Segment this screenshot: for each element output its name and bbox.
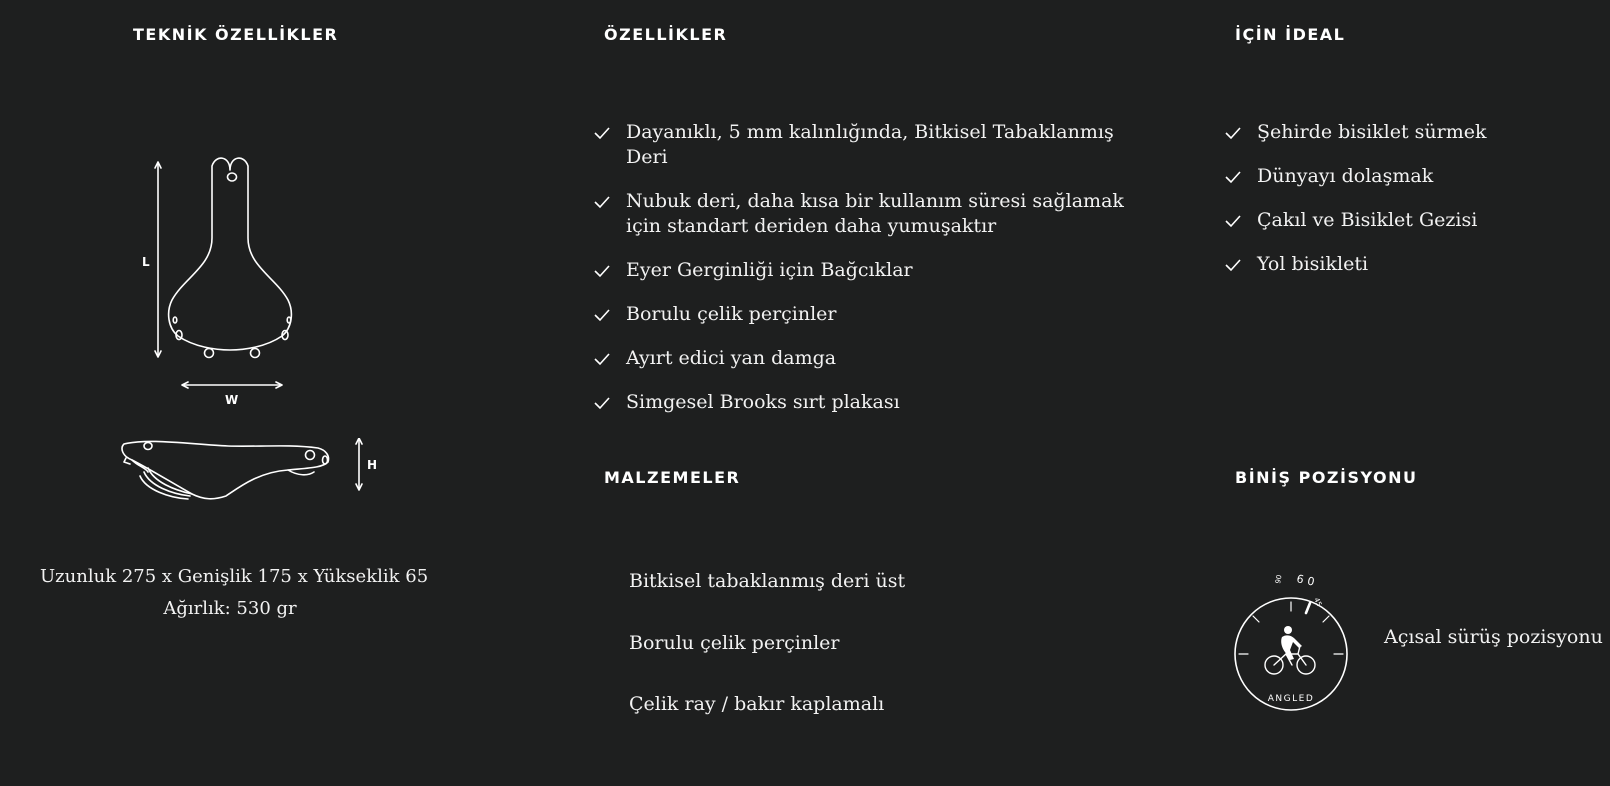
angled-riding-position-icon: [1226, 558, 1356, 714]
angled-badge-text: ANGLED: [1267, 694, 1315, 704]
angle-low-label: 45: [1312, 596, 1324, 608]
ideal-for-text: Şehirde bisiklet sürmek: [1257, 121, 1487, 143]
list-item: [1225, 120, 1595, 145]
riding-position-heading: BİNİŞ POZİSYONU: [1235, 468, 1418, 487]
feature-text: Dayanıklı, 5 mm kalınlığında, Bitkisel Tabaklanmış Deri: [626, 121, 1114, 168]
material-item: Çelik ray / bakır kaplamalı: [629, 693, 885, 715]
ideal-for-text: Çakıl ve Bisiklet Gezisi: [1257, 209, 1478, 231]
check-icon: [1225, 258, 1241, 272]
feature-text: Simgesel Brooks sırt plakası: [626, 391, 900, 413]
check-icon: [594, 396, 610, 410]
feature-text: Ayırt edici yan damga: [626, 347, 837, 369]
feature-text: Eyer Gerginliği için Bağcıklar: [626, 259, 913, 281]
material-item: Bitkisel tabaklanmış deri üst: [629, 570, 906, 592]
list-item: [594, 120, 1134, 170]
list-item: [594, 390, 1134, 415]
material-item: Borulu çelik perçinler: [629, 632, 840, 654]
list-item: [1225, 252, 1595, 277]
check-icon: [1225, 170, 1241, 184]
check-icon: [594, 126, 610, 140]
check-icon: [1225, 126, 1241, 140]
height-label: H: [367, 458, 378, 472]
feature-text: Nubuk deri, daha kısa bir kullanım süresi sağlamak için standart deriden daha yumuşaktır: [626, 190, 1124, 237]
list-item: [594, 189, 1134, 239]
angle-high-label: 90: [1274, 574, 1284, 585]
ideal-for-heading: İÇİN İDEAL: [1235, 25, 1346, 44]
features-list: [594, 120, 1134, 434]
list-item: [1225, 208, 1595, 233]
width-label: W: [225, 393, 239, 407]
check-icon: [1225, 214, 1241, 228]
list-item: [594, 302, 1134, 327]
saddle-top-view-icon: [128, 150, 298, 410]
weight-text: Ağırlık: 530 gr: [163, 598, 297, 619]
technical-specs-heading: TEKNİK ÖZELLİKLER: [133, 25, 339, 44]
check-icon: [594, 308, 610, 322]
ideal-for-text: Dünyayı dolaşmak: [1257, 165, 1434, 187]
saddle-side-view-icon: [118, 438, 388, 518]
feature-text: Borulu çelik perçinler: [626, 303, 837, 325]
materials-heading: MALZEMELER: [604, 468, 741, 487]
check-icon: [594, 264, 610, 278]
check-icon: [594, 352, 610, 366]
dimensions-text: Uzunluk 275 x Genişlik 175 x Yükseklik 65: [40, 566, 429, 587]
list-item: [594, 346, 1134, 371]
length-label: L: [142, 255, 150, 269]
ideal-for-text: Yol bisikleti: [1257, 253, 1369, 275]
riding-position-label: Açısal sürüş pozisyonu: [1384, 626, 1603, 648]
features-heading: ÖZELLİKLER: [604, 25, 728, 44]
list-item: [1225, 164, 1595, 189]
angle-value-label: 60: [1295, 572, 1320, 590]
check-icon: [594, 195, 610, 209]
list-item: [594, 258, 1134, 283]
ideal-for-list: [1225, 120, 1595, 296]
